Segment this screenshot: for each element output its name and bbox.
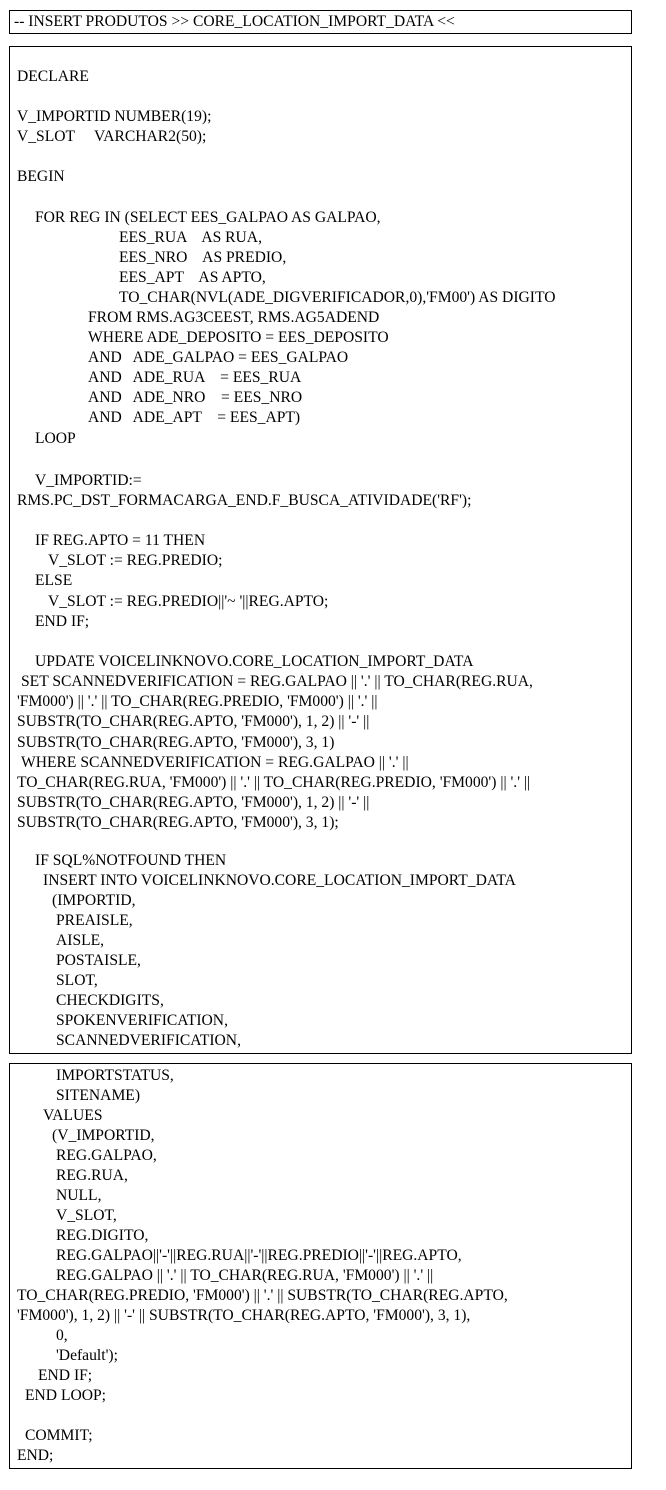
code-line: SITENAME) xyxy=(56,1087,141,1104)
code-line: SET SCANNEDVERIFICATION = REG.GALPAO || '.' || TO_CHAR(REG.RUA, xyxy=(21,673,533,690)
code-block-2 xyxy=(9,1063,632,1469)
code-line: END; xyxy=(17,1447,54,1464)
code-line: TO_CHAR(REG.PREDIO, 'FM000') || '.' || SUBSTR(TO_CHAR(REG.APTO, xyxy=(17,1287,508,1304)
title-box xyxy=(9,10,632,34)
code-line: (V_IMPORTID, xyxy=(52,1127,155,1144)
document-title: -- INSERT PRODUTOS >> CORE_LOCATION_IMPORT_DATA << xyxy=(14,13,455,30)
code-line: VALUES xyxy=(43,1107,103,1124)
code-line: NULL, xyxy=(56,1187,102,1204)
code-line: 0, xyxy=(56,1327,68,1344)
code-line: SCANNEDVERIFICATION, xyxy=(56,1032,241,1049)
code-line: EES_NRO AS PREDIO, xyxy=(119,249,287,266)
code-line: END IF; xyxy=(38,1367,93,1384)
code-line: V_IMPORTID NUMBER(19); xyxy=(17,108,212,125)
code-line: V_SLOT, xyxy=(56,1207,117,1224)
code-line: IF SQL%NOTFOUND THEN xyxy=(35,852,227,869)
code-line: FOR REG IN (SELECT EES_GALPAO AS GALPAO, xyxy=(35,209,381,226)
code-line: SUBSTR(TO_CHAR(REG.APTO, 'FM000'), 1, 2) || '-' || xyxy=(17,713,370,730)
code-line: END LOOP; xyxy=(25,1387,106,1404)
code-line: SLOT, xyxy=(56,972,98,989)
code-line: ELSE xyxy=(35,572,73,589)
code-line: V_SLOT := REG.PREDIO||'~ '||REG.APTO; xyxy=(48,593,329,610)
code-line: EES_RUA AS RUA, xyxy=(119,229,262,246)
code-line: AND ADE_GALPAO = EES_GALPAO xyxy=(88,349,349,366)
code-line: TO_CHAR(REG.RUA, 'FM000') || '.' || TO_CHAR(REG.PREDIO, 'FM000') || '.' || xyxy=(17,774,531,791)
code-line: RMS.PC_DST_FORMACARGA_END.F_BUSCA_ATIVIDADE('RF'); xyxy=(17,492,472,509)
code-line: REG.DIGITO, xyxy=(56,1227,149,1244)
code-line: PREAISLE, xyxy=(56,912,133,929)
code-line: IMPORTSTATUS, xyxy=(56,1067,174,1084)
code-line: SUBSTR(TO_CHAR(REG.APTO, 'FM000'), 1, 2) || '-' || xyxy=(17,794,370,811)
code-line: V_IMPORTID:= xyxy=(35,472,142,489)
code-line: (IMPORTID, xyxy=(52,892,136,909)
code-line: SUBSTR(TO_CHAR(REG.APTO, 'FM000'), 3, 1) xyxy=(17,734,335,751)
code-line: TO_CHAR(NVL(ADE_DIGVERIFICADOR,0),'FM00') AS DIGITO xyxy=(119,289,556,306)
code-line: AND ADE_RUA = EES_RUA xyxy=(88,369,302,386)
code-line: END IF; xyxy=(35,613,90,630)
code-line: REG.GALPAO||'-'||REG.RUA||'-'||REG.PREDIO||'-'||REG.APTO, xyxy=(56,1247,462,1264)
code-line: 'FM000') || '.' || TO_CHAR(REG.PREDIO, 'FM000') || '.' || xyxy=(17,693,378,710)
code-line: WHERE SCANNEDVERIFICATION = REG.GALPAO || '.' || xyxy=(21,754,409,771)
code-line: CHECKDIGITS, xyxy=(56,992,164,1009)
code-line: SUBSTR(TO_CHAR(REG.APTO, 'FM000'), 3, 1); xyxy=(17,814,339,831)
code-line: IF REG.APTO = 11 THEN xyxy=(35,532,206,549)
code-line: SPOKENVERIFICATION, xyxy=(56,1012,228,1029)
code-line: 'FM000'), 1, 2) || '-' || SUBSTR(TO_CHAR(REG.APTO, 'FM000'), 3, 1), xyxy=(17,1307,471,1324)
code-line: AND ADE_NRO = EES_NRO xyxy=(88,389,303,406)
code-line: V_SLOT VARCHAR2(50); xyxy=(17,128,207,145)
code-line: LOOP xyxy=(35,430,76,447)
code-line: DECLARE xyxy=(17,68,89,85)
code-line: UPDATE VOICELINKNOVO.CORE_LOCATION_IMPORT_DATA xyxy=(35,653,474,670)
code-line: COMMIT; xyxy=(25,1427,93,1444)
code-line: EES_APT AS APTO, xyxy=(119,269,266,286)
code-line: REG.GALPAO || '.' || TO_CHAR(REG.RUA, 'FM000') || '.' || xyxy=(56,1267,434,1284)
code-line: BEGIN xyxy=(17,168,65,185)
code-line: REG.RUA, xyxy=(56,1167,128,1184)
code-line: 'Default'); xyxy=(56,1347,118,1364)
code-line: FROM RMS.AG3CEEST, RMS.AG5ADEND xyxy=(88,309,380,326)
code-line: V_SLOT := REG.PREDIO; xyxy=(48,552,223,569)
code-line: POSTAISLE, xyxy=(56,952,141,969)
code-line: AISLE, xyxy=(56,932,105,949)
code-line: INSERT INTO VOICELINKNOVO.CORE_LOCATION_IMPORT_DATA xyxy=(43,872,516,889)
code-line: WHERE ADE_DEPOSITO = EES_DEPOSITO xyxy=(88,329,389,346)
code-line: AND ADE_APT = EES_APT) xyxy=(88,409,301,426)
code-block-1 xyxy=(9,46,632,1054)
code-line: REG.GALPAO, xyxy=(56,1147,157,1164)
